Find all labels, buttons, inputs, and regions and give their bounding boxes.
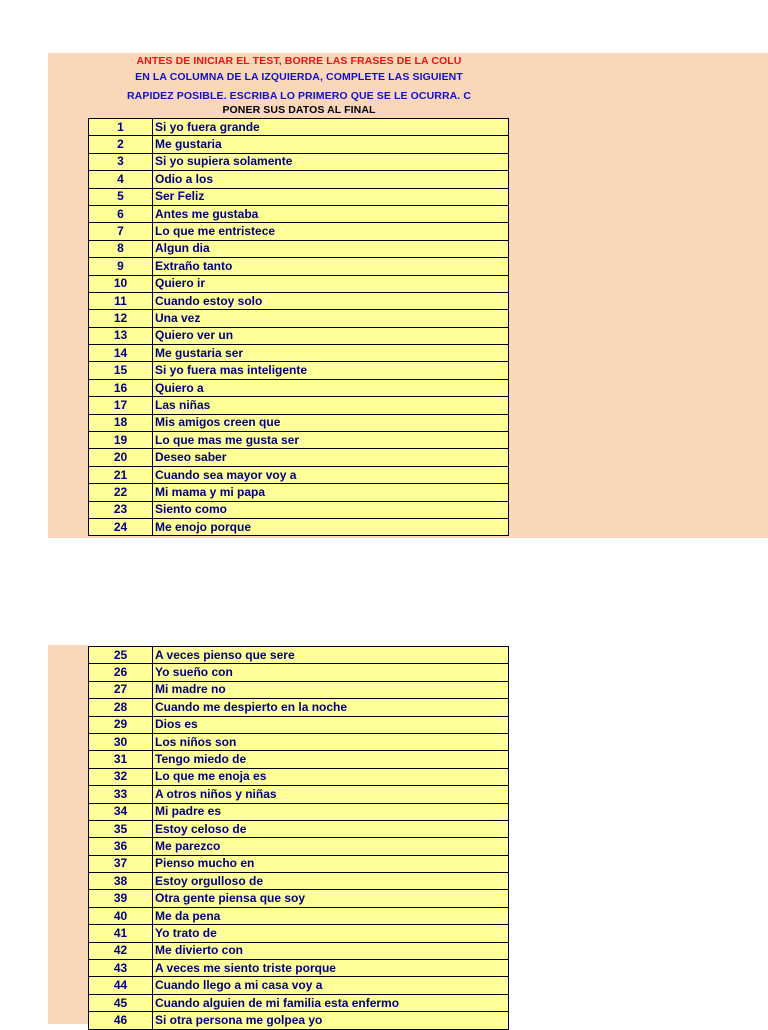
phrase-cell[interactable]: Algun dia [153,240,509,257]
row-number-cell[interactable]: 36 [89,838,153,855]
row-number-cell[interactable]: 22 [89,484,153,501]
row-number-cell[interactable]: 20 [89,449,153,466]
instruction-line-1: ANTES DE INICIAR EL TEST, BORRE LAS FRASES DE LA COLU [136,55,462,67]
row-number-cell[interactable]: 3 [89,153,153,170]
table-row [89,205,509,222]
row-number-cell[interactable]: 43 [89,960,153,977]
table-row [89,518,509,535]
row-number-cell[interactable]: 2 [89,136,153,153]
phrase-cell[interactable]: Quiero ir [153,275,509,292]
phrase-cell[interactable]: Me enojo porque [153,518,509,535]
table-row [89,977,509,994]
phrase-cell[interactable]: Quiero a [153,379,509,396]
phrase-cell[interactable]: Los niños son [153,733,509,750]
phrase-cell[interactable]: Si yo supiera solamente [153,153,509,170]
table-row [89,501,509,518]
row-number-cell[interactable]: 5 [89,188,153,205]
phrase-cell[interactable]: A otros niños y niñas [153,786,509,803]
table-row [89,345,509,362]
phrase-cell[interactable]: Tengo miedo de [153,751,509,768]
table-row [89,786,509,803]
table-row [89,466,509,483]
phrase-cell[interactable]: Si yo fuera grande [153,119,509,136]
row-number-cell[interactable]: 40 [89,907,153,924]
table-row [89,890,509,907]
table-row [89,188,509,205]
phrase-cell[interactable]: Estoy celoso de [153,820,509,837]
row-number-cell[interactable]: 25 [89,647,153,664]
phrase-cell[interactable]: Las niñas [153,397,509,414]
table-row [89,397,509,414]
row-number-cell[interactable]: 26 [89,664,153,681]
phrase-cell[interactable]: Mi padre es [153,803,509,820]
phrase-cell[interactable]: Extraño tanto [153,258,509,275]
row-number-cell[interactable]: 13 [89,327,153,344]
table-row [89,136,509,153]
table-row [89,820,509,837]
table-row [89,414,509,431]
table-row [89,379,509,396]
row-number-cell[interactable]: 21 [89,466,153,483]
phrase-cell[interactable]: Ser Feliz [153,188,509,205]
row-number-cell[interactable]: 14 [89,345,153,362]
row-number-cell[interactable]: 27 [89,681,153,698]
row-number-cell[interactable]: 39 [89,890,153,907]
table-row [89,855,509,872]
row-number-cell[interactable]: 44 [89,977,153,994]
table-row [89,171,509,188]
row-number-cell[interactable]: 11 [89,292,153,309]
phrase-cell[interactable]: A veces pienso que sere [153,647,509,664]
phrase-cell[interactable]: Cuando alguien de mi familia esta enfermo [153,994,509,1011]
table-row [89,647,509,664]
row-number-cell[interactable]: 30 [89,733,153,750]
row-number-cell[interactable]: 24 [89,518,153,535]
table-row [89,873,509,890]
phrase-cell[interactable]: Cuando me despierto en la noche [153,699,509,716]
phrase-cell[interactable]: Mi madre no [153,681,509,698]
row-number-cell[interactable]: 1 [89,119,153,136]
row-number-cell[interactable]: 23 [89,501,153,518]
phrase-cell[interactable]: Siento como [153,501,509,518]
table-row [89,768,509,785]
row-number-cell[interactable]: 42 [89,942,153,959]
table-row [89,362,509,379]
phrase-cell[interactable]: Dios es [153,716,509,733]
table-row [89,327,509,344]
sentence-table-2 [88,646,509,1030]
instruction-line-2: EN LA COLUMNA DE LA IZQUIERDA, COMPLETE LAS SIGUIENT [135,71,463,83]
row-number-cell[interactable]: 8 [89,240,153,257]
table-row [89,1012,509,1029]
table-row [89,681,509,698]
table-row [89,292,509,309]
phrase-cell[interactable]: Cuando sea mayor voy a [153,466,509,483]
table-row [89,240,509,257]
phrase-cell[interactable]: Mis amigos creen que [153,414,509,431]
table-row [89,942,509,959]
row-number-cell[interactable]: 46 [89,1012,153,1029]
row-number-cell[interactable]: 18 [89,414,153,431]
table-row [89,716,509,733]
row-number-cell[interactable]: 7 [89,223,153,240]
row-number-cell[interactable]: 16 [89,379,153,396]
table-row [89,751,509,768]
table-row [89,275,509,292]
row-number-cell[interactable]: 9 [89,258,153,275]
phrase-cell[interactable]: Antes me gustaba [153,205,509,222]
phrase-cell[interactable]: Yo sueño con [153,664,509,681]
table-row [89,310,509,327]
phrase-cell[interactable]: Cuando estoy solo [153,292,509,309]
table-row [89,484,509,501]
phrase-cell[interactable]: Lo que me entristece [153,223,509,240]
table-row [89,432,509,449]
phrase-cell[interactable]: Una vez [153,310,509,327]
table-row [89,960,509,977]
row-number-cell[interactable]: 35 [89,820,153,837]
instruction-line-3: RAPIDEZ POSIBLE. ESCRIBA LO PRIMERO QUE SE LE OCURRA. C [126,90,472,102]
row-number-cell[interactable]: 17 [89,397,153,414]
phrase-cell[interactable]: Mi mama y mi papa [153,484,509,501]
table-row [89,449,509,466]
row-number-cell[interactable]: 28 [89,699,153,716]
table-row [89,907,509,924]
phrase-cell[interactable]: Otra gente piensa que soy [153,890,509,907]
table-row [89,664,509,681]
row-number-cell[interactable]: 37 [89,855,153,872]
row-number-cell[interactable]: 12 [89,310,153,327]
table-row [89,733,509,750]
row-number-cell[interactable]: 29 [89,716,153,733]
table-row [89,153,509,170]
phrase-cell[interactable]: Me gustaria ser [153,345,509,362]
phrase-cell[interactable]: Si yo fuera mas inteligente [153,362,509,379]
row-number-cell[interactable]: 6 [89,205,153,222]
section2-band [48,645,88,1024]
row-number-cell[interactable]: 34 [89,803,153,820]
phrase-cell[interactable]: Si otra persona me golpea yo [153,1012,509,1029]
sentence-table-1 [88,118,509,536]
row-number-cell[interactable]: 31 [89,751,153,768]
phrase-cell[interactable]: Me gustaria [153,136,509,153]
row-number-cell[interactable]: 19 [89,432,153,449]
phrase-cell[interactable]: Me divierto con [153,942,509,959]
table-row [89,223,509,240]
table-row [89,925,509,942]
row-number-cell[interactable]: 45 [89,994,153,1011]
row-number-cell[interactable]: 4 [89,171,153,188]
row-number-cell[interactable]: 32 [89,768,153,785]
row-number-cell[interactable]: 10 [89,275,153,292]
instruction-line-4: PONER SUS DATOS AL FINAL [222,104,376,116]
phrase-cell[interactable]: Lo que me enoja es [153,768,509,785]
phrase-cell[interactable]: A veces me siento triste porque [153,960,509,977]
row-number-cell[interactable]: 33 [89,786,153,803]
phrase-cell[interactable]: Lo que mas me gusta ser [153,432,509,449]
table-row [89,994,509,1011]
table-row [89,258,509,275]
phrase-cell[interactable]: Yo trato de [153,925,509,942]
phrase-cell[interactable]: Estoy orgulloso de [153,873,509,890]
row-number-cell[interactable]: 15 [89,362,153,379]
row-number-cell[interactable]: 38 [89,873,153,890]
row-number-cell[interactable]: 41 [89,925,153,942]
phrase-cell[interactable]: Pienso mucho en [153,855,509,872]
phrase-cell[interactable]: Me parezco [153,838,509,855]
table-row [89,699,509,716]
phrase-cell[interactable]: Deseo saber [153,449,509,466]
table-row [89,803,509,820]
table-row [89,838,509,855]
table-row [89,119,509,136]
phrase-cell[interactable]: Odio a los [153,171,509,188]
phrase-cell[interactable]: Cuando llego a mi casa voy a [153,977,509,994]
phrase-cell[interactable]: Me da pena [153,907,509,924]
phrase-cell[interactable]: Quiero ver un [153,327,509,344]
